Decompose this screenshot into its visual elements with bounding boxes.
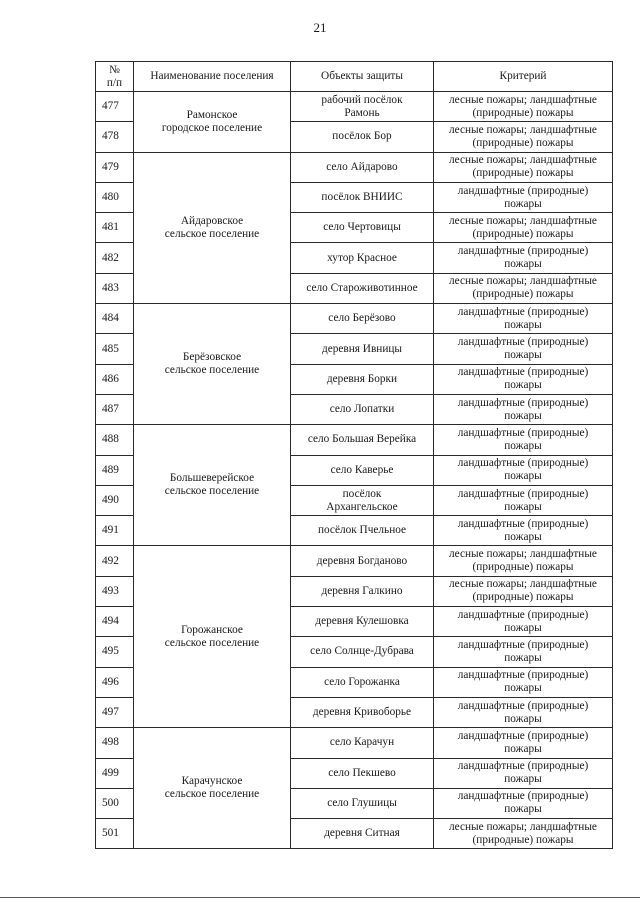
protection-object: рабочий посёлок Рамонь: [291, 92, 434, 122]
protection-object: деревня Ситная: [291, 819, 434, 849]
settlement-name: Карачунское сельское поселение: [134, 728, 291, 849]
row-number: 490: [96, 485, 134, 515]
row-number: 483: [96, 273, 134, 303]
header-num: № п/п: [96, 62, 134, 92]
page-number: 21: [313, 20, 327, 35]
header-row: [96, 62, 613, 92]
settlement-name: Горожанское сельское поселение: [134, 546, 291, 728]
settlement-name: Берёзовское сельское поселение: [134, 304, 291, 425]
row-number: 498: [96, 728, 134, 758]
protection-object: село Берёзово: [291, 304, 434, 334]
bottom-rule: [0, 897, 640, 898]
row-number: 499: [96, 758, 134, 788]
settlement-name: Айдаровское сельское поселение: [134, 152, 291, 303]
row-number: 492: [96, 546, 134, 576]
header-criterion: Критерий: [434, 62, 613, 92]
protection-object: село Пекшево: [291, 758, 434, 788]
protection-object: село Чертовицы: [291, 213, 434, 243]
row-number: 482: [96, 243, 134, 273]
criterion: ландшафтные (природные) пожары: [434, 667, 613, 697]
criterion: ландшафтные (природные) пожары: [434, 516, 613, 546]
row-number: 497: [96, 697, 134, 727]
protection-object: хутор Красное: [291, 243, 434, 273]
row-number: 481: [96, 213, 134, 243]
row-number: 489: [96, 455, 134, 485]
table-body: [96, 92, 613, 849]
row-number: 496: [96, 667, 134, 697]
protection-object: посёлок Архангельское: [291, 485, 434, 515]
criterion: ландшафтные (природные) пожары: [434, 334, 613, 364]
row-number: 501: [96, 819, 134, 849]
protection-object: деревня Борки: [291, 364, 434, 394]
settlement-name: Рамонское городское поселение: [134, 92, 291, 153]
criterion: ландшафтные (природные) пожары: [434, 637, 613, 667]
criterion: лесные пожары; ландшафтные (природные) пожары: [434, 152, 613, 182]
protection-object: деревня Богданово: [291, 546, 434, 576]
row-number: 491: [96, 516, 134, 546]
protection-object: посёлок ВНИИС: [291, 182, 434, 212]
protection-object: село Большая Верейка: [291, 425, 434, 455]
protection-object: село Солнце-Дубрава: [291, 637, 434, 667]
table-row: [96, 92, 613, 122]
criterion: ландшафтные (природные) пожары: [434, 697, 613, 727]
row-number: 485: [96, 334, 134, 364]
row-number: 487: [96, 394, 134, 424]
criterion: лесные пожары; ландшафтные (природные) пожары: [434, 576, 613, 606]
header-settlement: Наименование поселения: [134, 62, 291, 92]
protection-object: село Глушицы: [291, 788, 434, 818]
criterion: ландшафтные (природные) пожары: [434, 455, 613, 485]
protection-object: посёлок Бор: [291, 122, 434, 152]
criterion: ландшафтные (природные) пожары: [434, 728, 613, 758]
table-row: [96, 546, 613, 576]
criterion: лесные пожары; ландшафтные (природные) пожары: [434, 92, 613, 122]
header-object: Объекты защиты: [291, 62, 434, 92]
criterion: ландшафтные (природные) пожары: [434, 394, 613, 424]
protection-object: деревня Ивницы: [291, 334, 434, 364]
row-number: 486: [96, 364, 134, 394]
criterion: ландшафтные (природные) пожары: [434, 485, 613, 515]
criterion: ландшафтные (природные) пожары: [434, 758, 613, 788]
criterion: ландшафтные (природные) пожары: [434, 364, 613, 394]
criterion: ландшафтные (природные) пожары: [434, 182, 613, 212]
criterion: лесные пожары; ландшафтные (природные) пожары: [434, 122, 613, 152]
protection-object: деревня Кулешовка: [291, 607, 434, 637]
protection-object: деревня Галкино: [291, 576, 434, 606]
row-number: 494: [96, 607, 134, 637]
table-row: [96, 152, 613, 182]
criterion: лесные пожары; ландшафтные (природные) пожары: [434, 273, 613, 303]
settlement-name: Большеверейское сельское поселение: [134, 425, 291, 546]
protection-object: село Карачун: [291, 728, 434, 758]
table-row: [96, 425, 613, 455]
criterion: лесные пожары; ландшафтные (природные) пожары: [434, 213, 613, 243]
row-number: 479: [96, 152, 134, 182]
protection-objects-table: [95, 61, 613, 849]
criterion: ландшафтные (природные) пожары: [434, 788, 613, 818]
protection-object: село Лопатки: [291, 394, 434, 424]
row-number: 493: [96, 576, 134, 606]
protection-object: село Горожанка: [291, 667, 434, 697]
row-number: 488: [96, 425, 134, 455]
criterion: ландшафтные (природные) пожары: [434, 243, 613, 273]
table-header: [96, 62, 613, 92]
criterion: ландшафтные (природные) пожары: [434, 425, 613, 455]
criterion: лесные пожары; ландшафтные (природные) пожары: [434, 819, 613, 849]
table-row: [96, 304, 613, 334]
row-number: 477: [96, 92, 134, 122]
criterion: ландшафтные (природные) пожары: [434, 607, 613, 637]
row-number: 484: [96, 304, 134, 334]
row-number: 478: [96, 122, 134, 152]
protection-object: деревня Кривоборье: [291, 697, 434, 727]
protection-object: село Айдарово: [291, 152, 434, 182]
criterion: ландшафтные (природные) пожары: [434, 304, 613, 334]
row-number: 480: [96, 182, 134, 212]
protection-object: село Староживотинное: [291, 273, 434, 303]
row-number: 495: [96, 637, 134, 667]
criterion: лесные пожары; ландшафтные (природные) пожары: [434, 546, 613, 576]
protection-object: посёлок Пчельное: [291, 516, 434, 546]
protection-object: село Каверье: [291, 455, 434, 485]
row-number: 500: [96, 788, 134, 818]
table-row: [96, 728, 613, 758]
